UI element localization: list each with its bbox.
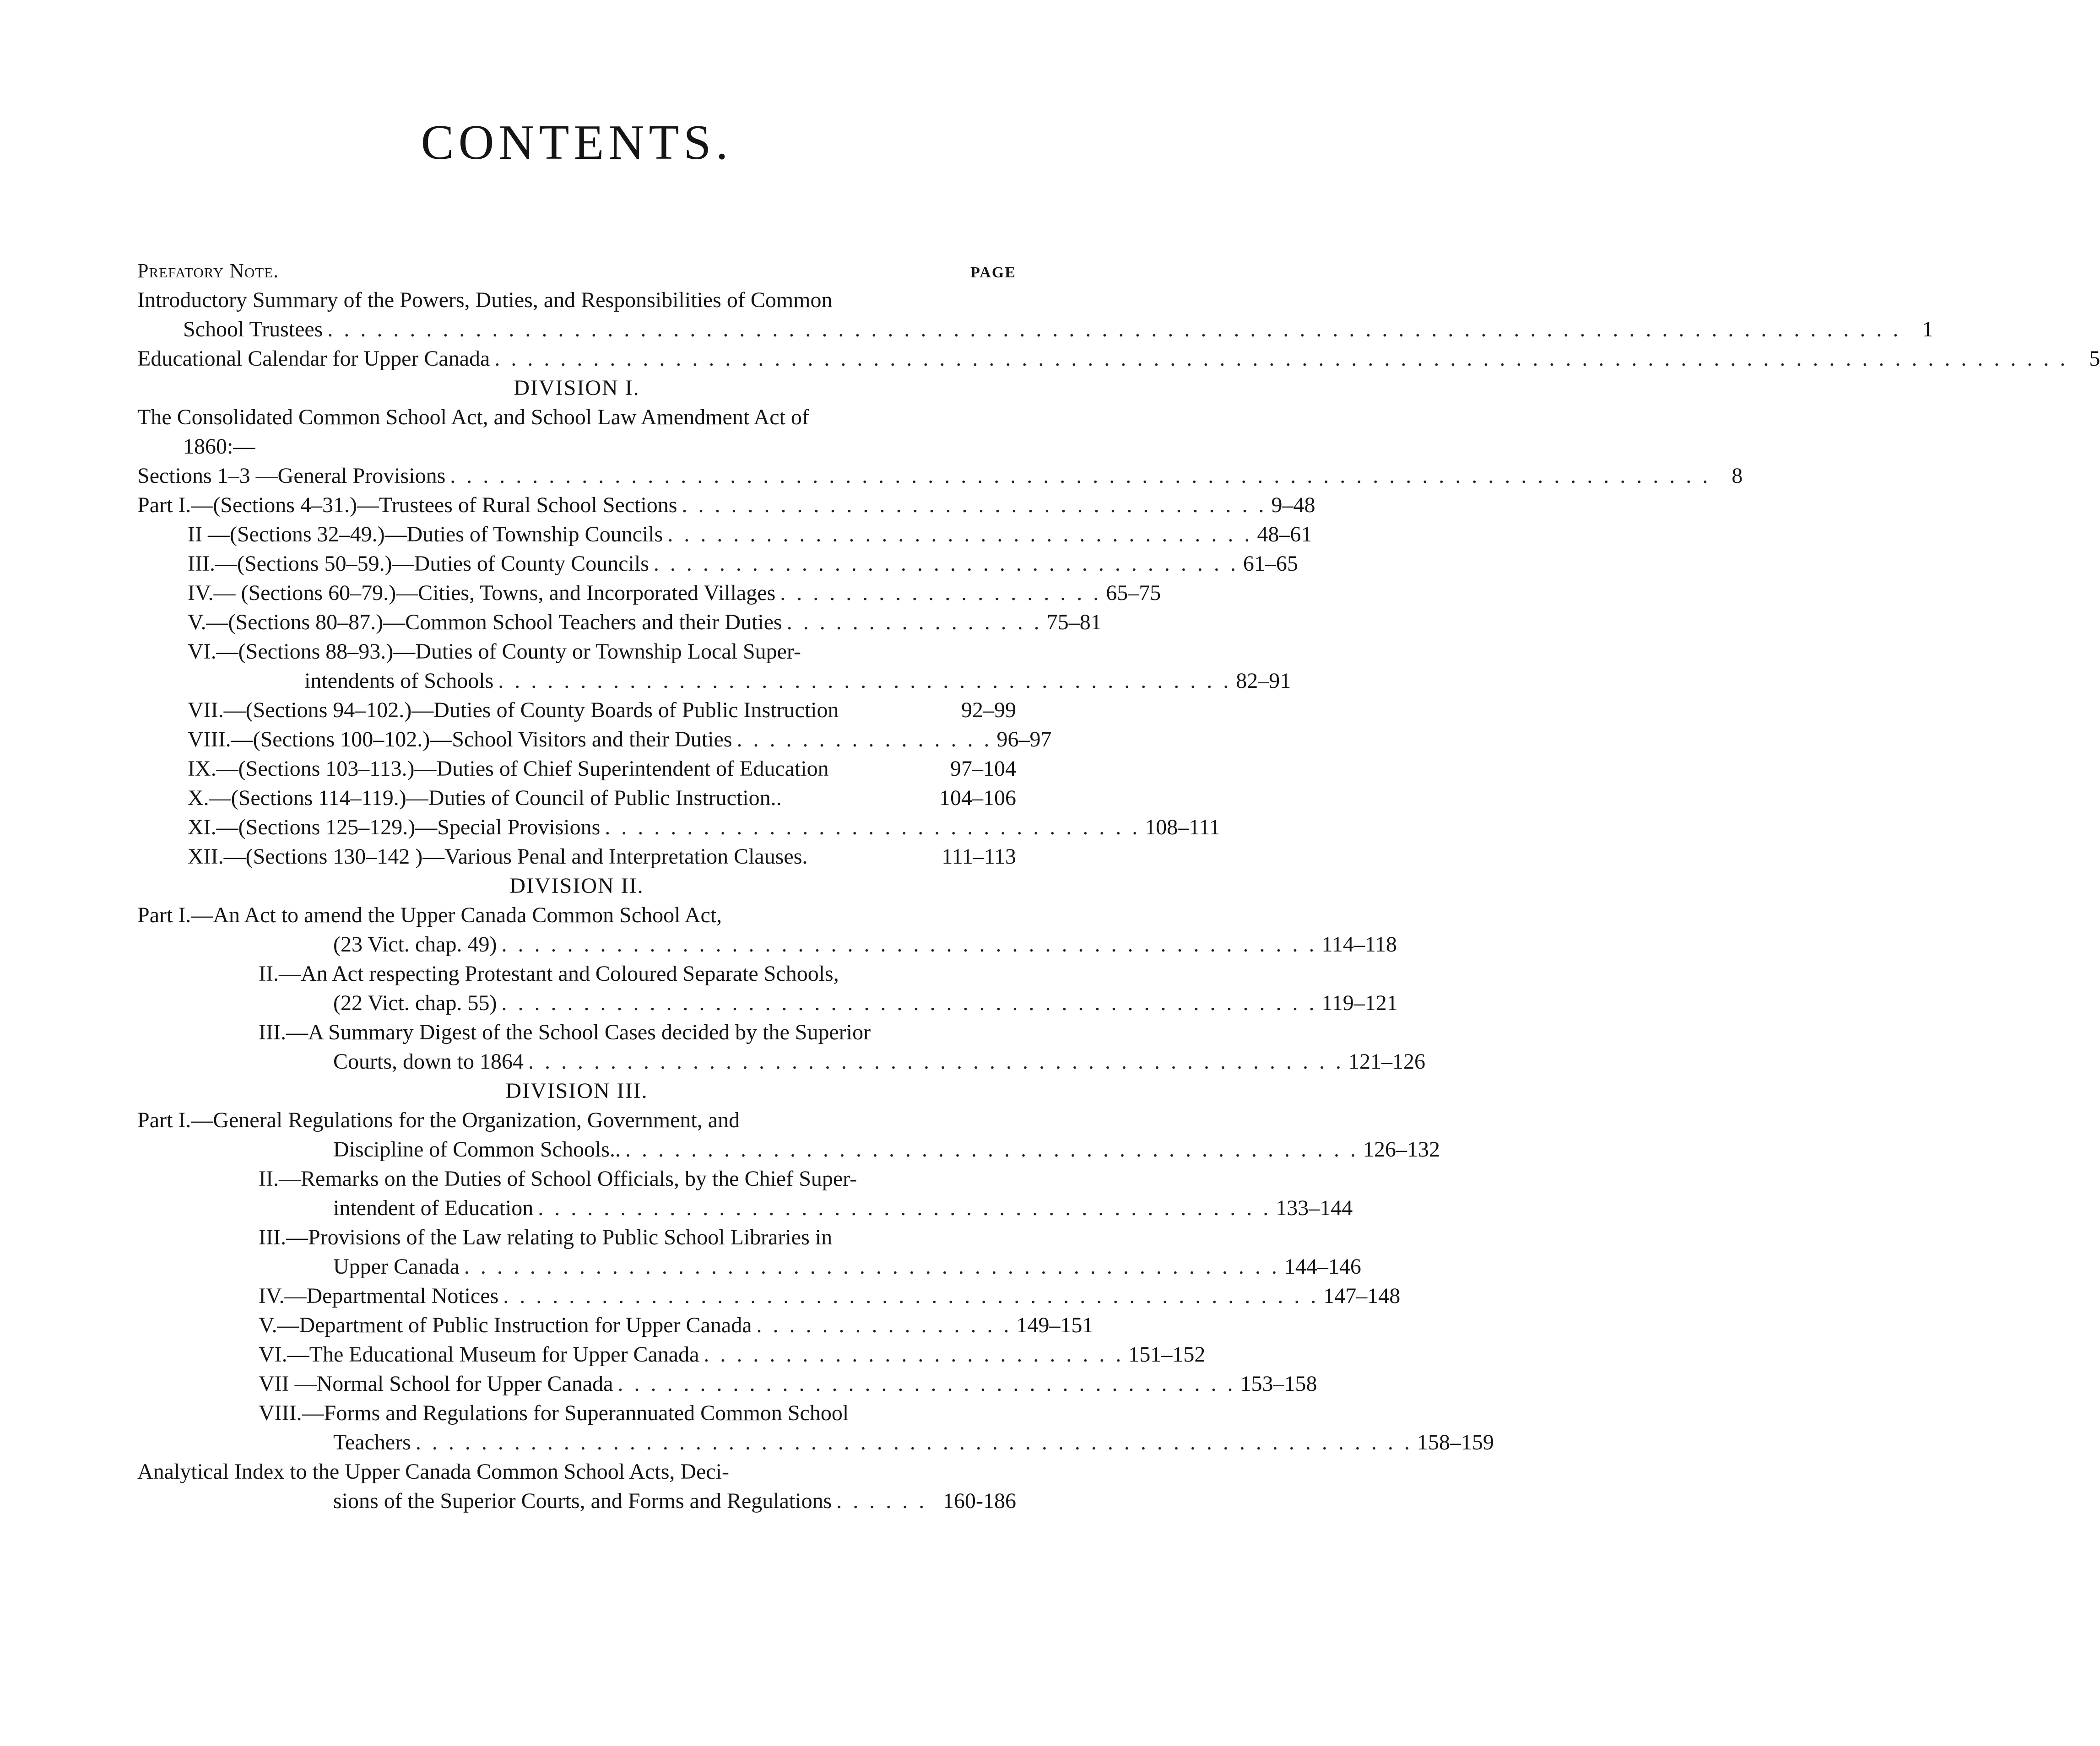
- toc-entry-text: Courts, down to 1864: [333, 1049, 524, 1074]
- toc-entry-text: Teachers: [333, 1430, 411, 1454]
- toc-page-number: 104–106: [939, 786, 1016, 810]
- toc-page-number: 111–113: [942, 844, 1016, 869]
- toc-entry-continued: [137, 1399, 1016, 1428]
- division-heading: DIVISION III.: [505, 1079, 648, 1103]
- toc-entry-text: (23 Vict. chap. 49): [333, 932, 497, 957]
- toc-entry-text: VII.—(Sections 94–102.)—Duties of County Boards of Public Instruction: [188, 698, 839, 722]
- division-intro: [137, 432, 1016, 461]
- dot-leader: . . . . . . . . . . . . . . . . . . . . . . . . . . . . . . . . . . . . . . . . . . . . .: [538, 1196, 1272, 1220]
- dot-leader: . . . . . . . . . . . . . . . . . . . . . . . . . . . . . . . . . . . .: [653, 551, 1239, 576]
- toc-entry: [137, 1340, 1206, 1369]
- toc-page-number: 108–111: [1145, 815, 1220, 839]
- toc-entry-continued: [137, 901, 1016, 930]
- toc-entry-text: Discipline of Common Schools..: [333, 1137, 621, 1162]
- toc-entry-text: VIII.—(Sections 100–102.)—School Visitors and their Duties: [188, 727, 732, 751]
- toc-entry-text: VII —Normal School for Upper Canada: [259, 1372, 613, 1396]
- toc-entry-text: VI.—(Sections 88–93.)—Duties of County or Township Local Super-: [188, 639, 801, 664]
- toc-entry: [137, 315, 1933, 344]
- toc-entry-text: IV.— (Sections 60–79.)—Cities, Towns, and Incorporated Villages: [188, 581, 776, 605]
- table-of-contents: [137, 256, 2100, 1516]
- dot-leader: . . . . . . . . . . . . . . . . . . . . . . . . . . . . . . . . . . . . . . . . . . . . . . . . . .: [503, 1284, 1319, 1308]
- toc-entry-text: intendents of Schools: [304, 669, 494, 693]
- toc-entry-continued: [137, 959, 1016, 989]
- toc-entry: [137, 666, 1291, 696]
- toc-entry-text: Introductory Summary of the Powers, Duties, and Responsibilities of Common: [137, 288, 833, 312]
- toc-page-number: 121–126: [1348, 1049, 1426, 1074]
- division-heading: DIVISION II.: [509, 874, 644, 898]
- toc-page-number: 9–48: [1271, 493, 1315, 517]
- toc-entry-text: II.—Remarks on the Duties of School Officials, by the Chief Super-: [259, 1167, 857, 1191]
- toc-entry-text: VI.—The Educational Museum for Upper Canada: [259, 1342, 699, 1367]
- toc-page-number: 82–91: [1236, 669, 1291, 693]
- toc-page-number: 133–144: [1276, 1196, 1353, 1220]
- division-heading: DIVISION I.: [514, 376, 640, 400]
- toc-page-number: 144–146: [1284, 1254, 1361, 1279]
- toc-entry-text: II.—An Act respecting Protestant and Coloured Separate Schools,: [259, 962, 839, 986]
- toc-page-number: 65–75: [1106, 581, 1161, 605]
- dot-leader: . . . . . . . . . . . . . . . . . . . .: [780, 581, 1102, 605]
- toc-page-number: 149–151: [1016, 1313, 1093, 1337]
- toc-entry-continued: [137, 1106, 1016, 1135]
- dot-leader: . . . . . . . . . . . . . . . . . . . . . . . . . .: [704, 1342, 1124, 1367]
- toc-page-number: 61–65: [1243, 551, 1298, 576]
- toc-entry: [137, 578, 1161, 608]
- toc-page-number: 75–81: [1046, 610, 1102, 634]
- dot-leader: . . . . . . . . . . . . . . . . . . . . . . . . . . . . . . . . . . . . . . . . . . . . . . . . . .: [501, 991, 1317, 1015]
- toc-entry: [137, 989, 1398, 1018]
- toc-entry-text: IX.—(Sections 103–113.)—Duties of Chief Superintendent of Education: [188, 757, 829, 781]
- toc-entry: [137, 491, 1315, 520]
- contents-page: [137, 0, 2100, 1746]
- toc-entry-text: Analytical Index to the Upper Canada Common School Acts, Deci-: [137, 1460, 730, 1484]
- toc-page-number: 48–61: [1257, 522, 1312, 546]
- prefatory-note-label: Prefatory Note.: [137, 259, 279, 282]
- toc-entry-text: V.—Department of Public Instruction for Upper Canada: [259, 1313, 752, 1337]
- toc-entry-continued: [137, 1223, 1016, 1252]
- toc-entry: [137, 1311, 1093, 1340]
- toc-entry-text: Part I.—General Regulations for the Organization, Government, and: [137, 1108, 740, 1132]
- dot-leader: . . . . . . . . . . . . . . . .: [736, 727, 992, 751]
- division-intro-text: 1860:—: [183, 434, 255, 459]
- dot-leader: . . . . . . . . . . . . . . . . . . . . . . . . . . . . . . . . . . . . . . . . . . . . .: [498, 669, 1232, 693]
- toc-entry-text: Part I.—(Sections 4–31.)—Trustees of Rural School Sections: [137, 493, 677, 517]
- toc-entry: [137, 784, 1016, 813]
- page-column-heading: PAGE: [970, 264, 1016, 281]
- toc-page-number: 160-186: [943, 1489, 1016, 1513]
- toc-entry-text: Educational Calendar for Upper Canada: [137, 346, 490, 371]
- toc-entry: [137, 520, 1312, 549]
- toc-entry-text: III.—Provisions of the Law relating to Public School Libraries in: [259, 1225, 833, 1249]
- toc-entry: [137, 842, 1016, 871]
- toc-entry-text: VIII.—Forms and Regulations for Superannuated Common School: [259, 1401, 849, 1425]
- dot-leader: . . . . . . . . . . . . . . . .: [756, 1313, 1012, 1337]
- toc-entry: [137, 608, 1102, 637]
- toc-page-number: 96–97: [996, 727, 1052, 751]
- toc-page-number: 8: [1732, 464, 1743, 488]
- dot-leader: . . . . . . . . . . . . . . . .: [786, 610, 1042, 634]
- toc-entry: [137, 725, 1052, 754]
- toc-entry-text: III.—(Sections 50–59.)—Duties of County Councils: [188, 551, 649, 576]
- toc-entry: [137, 1047, 1426, 1076]
- toc-page-number: 5: [2089, 346, 2100, 371]
- toc-entry-continued: [137, 1457, 1016, 1487]
- dot-leader: . . . . . . . . . . . . . . . . . . . . . . . . . . . . . . . . . . . . . . . . . . . . . . . . . .: [464, 1254, 1280, 1279]
- toc-entry: [137, 1135, 1440, 1164]
- toc-page-number: 97–104: [950, 757, 1016, 781]
- toc-entry-text: sions of the Superior Courts, and Forms and Regulations: [333, 1489, 832, 1513]
- toc-entry-text: V.—(Sections 80–87.)—Common School Teachers and their Duties: [188, 610, 782, 634]
- dot-leader: . . . . . . . . . . . . . . . . . . . . . . . . . . . . . . . . . . . .: [682, 493, 1267, 517]
- toc-entry-text: Upper Canada: [333, 1254, 460, 1279]
- toc-entry-text: School Trustees: [183, 317, 323, 341]
- toc-page-number: 158–159: [1417, 1430, 1494, 1454]
- toc-entry: [137, 1252, 1361, 1281]
- dot-leader: . . . . . . . . . . . . . . . . . . . . . . . . . . . . . . . . . . . . . . . . . . . . . . . . . . . . . . . . . . . . . . . . . . . . . . . . . . . . .: [450, 464, 1711, 488]
- toc-entry-text: X.—(Sections 114–119.)—Duties of Council of Public Instruction..: [188, 786, 782, 810]
- toc-entry-text: IV.—Departmental Notices: [259, 1284, 499, 1308]
- toc-entry-text: (22 Vict. chap. 55): [333, 991, 497, 1015]
- dot-leader: . . . . . . . . . . . . . . . . . . . . . . . . . . . . . . . . .: [605, 815, 1141, 839]
- toc-entry-continued: [137, 1018, 1016, 1047]
- toc-entry: [137, 1428, 1494, 1457]
- toc-entry-continued: [137, 1164, 1016, 1194]
- prefatory-row: [137, 256, 1016, 286]
- division-intro-text: The Consolidated Common School Act, and School Law Amendment Act of: [137, 405, 809, 429]
- dot-leader: . . . . . . . . . . . . . . . . . . . . . . . . . . . . . . . . . . . . . . . . . . . . . . . . . .: [528, 1049, 1344, 1074]
- toc-entry: [137, 1194, 1353, 1223]
- dot-leader: . . . . . . . . . . . . . . . . . . . . . . . . . . . . . . . . . . . . . . . . . . . . . . . . . .: [501, 932, 1317, 957]
- toc-entry-text: Sections 1–3 —General Provisions: [137, 464, 446, 488]
- toc-page-number: 147–148: [1323, 1284, 1401, 1308]
- toc-page-number: 92–99: [961, 698, 1016, 722]
- toc-entry-text: intendent of Education: [333, 1196, 534, 1220]
- dot-leader: . . . . . . . . . . . . . . . . . . . . . . . . . . . . . . . . . . . . . . . . . . . . . . . . . . . . . . . . . . . . . . . . . . . . . . . . . . . . . . . . . . . . . . . . . . . . . . . .: [494, 346, 2068, 371]
- toc-entry-text: XI.—(Sections 125–129.)—Special Provisions: [188, 815, 601, 839]
- toc-entry-text: III.—A Summary Digest of the School Cases decided by the Superior: [259, 1020, 871, 1044]
- page-title: CONTENTS.: [421, 115, 733, 170]
- division-intro: [137, 403, 1016, 432]
- dot-leader: . . . . . . . . . . . . . . . . . . . . . . . . . . . . . . . . . . . . . . . . . . . . . . . . . . . . . . . . . . . . .: [415, 1430, 1413, 1454]
- toc-entry: [137, 1369, 1317, 1399]
- toc-page-number: 126–132: [1363, 1137, 1440, 1162]
- toc-page-number: 119–121: [1321, 991, 1398, 1015]
- toc-entry-text: II —(Sections 32–49.)—Duties of Township Councils: [188, 522, 663, 546]
- toc-entry: [137, 344, 2100, 373]
- toc-entry: [137, 549, 1298, 578]
- toc-entry: [137, 1281, 1401, 1311]
- toc-page-number: 151–152: [1128, 1342, 1206, 1367]
- toc-entry: [137, 1487, 1016, 1516]
- dot-leader: . . . . . . . . . . . . . . . . . . . . . . . . . . . . . . . . . . . . . .: [617, 1372, 1236, 1396]
- dot-leader: . . . . . . . . . . . . . . . . . . . . . . . . . . . . . . . . . . . . . . . . . . . . .: [625, 1137, 1359, 1162]
- dot-leader: . . . . . . . . . . . . . . . . . . . . . . . . . . . . . . . . . . . .: [667, 522, 1253, 546]
- toc-entry: [137, 754, 1016, 784]
- dot-leader: . . . . . . . . . . . . . . . . . . . . . . . . . . . . . . . . . . . . . . . . . . . . . . . . . . . . . . . . . . . . . . . . . . . . . . . . . . . . . . . . . . . . . . . . . . . . . . . .: [327, 317, 1901, 341]
- toc-entry: [137, 930, 1397, 959]
- toc-entry-continued: [137, 286, 1016, 315]
- toc-page-number: 114–118: [1321, 932, 1397, 957]
- toc-entry: [137, 813, 1220, 842]
- toc-entry-continued: [137, 637, 1016, 666]
- toc-page-number: 153–158: [1240, 1372, 1317, 1396]
- toc-entry: [137, 696, 1016, 725]
- toc-entry: [137, 461, 1743, 491]
- toc-entry-text: Part I.—An Act to amend the Upper Canada Common School Act,: [137, 903, 722, 927]
- dot-leader: . . . . . .: [836, 1489, 927, 1513]
- toc-page-number: 1: [1922, 317, 1933, 341]
- toc-entry-text: XII.—(Sections 130–142 )—Various Penal and Interpretation Clauses.: [188, 844, 808, 869]
